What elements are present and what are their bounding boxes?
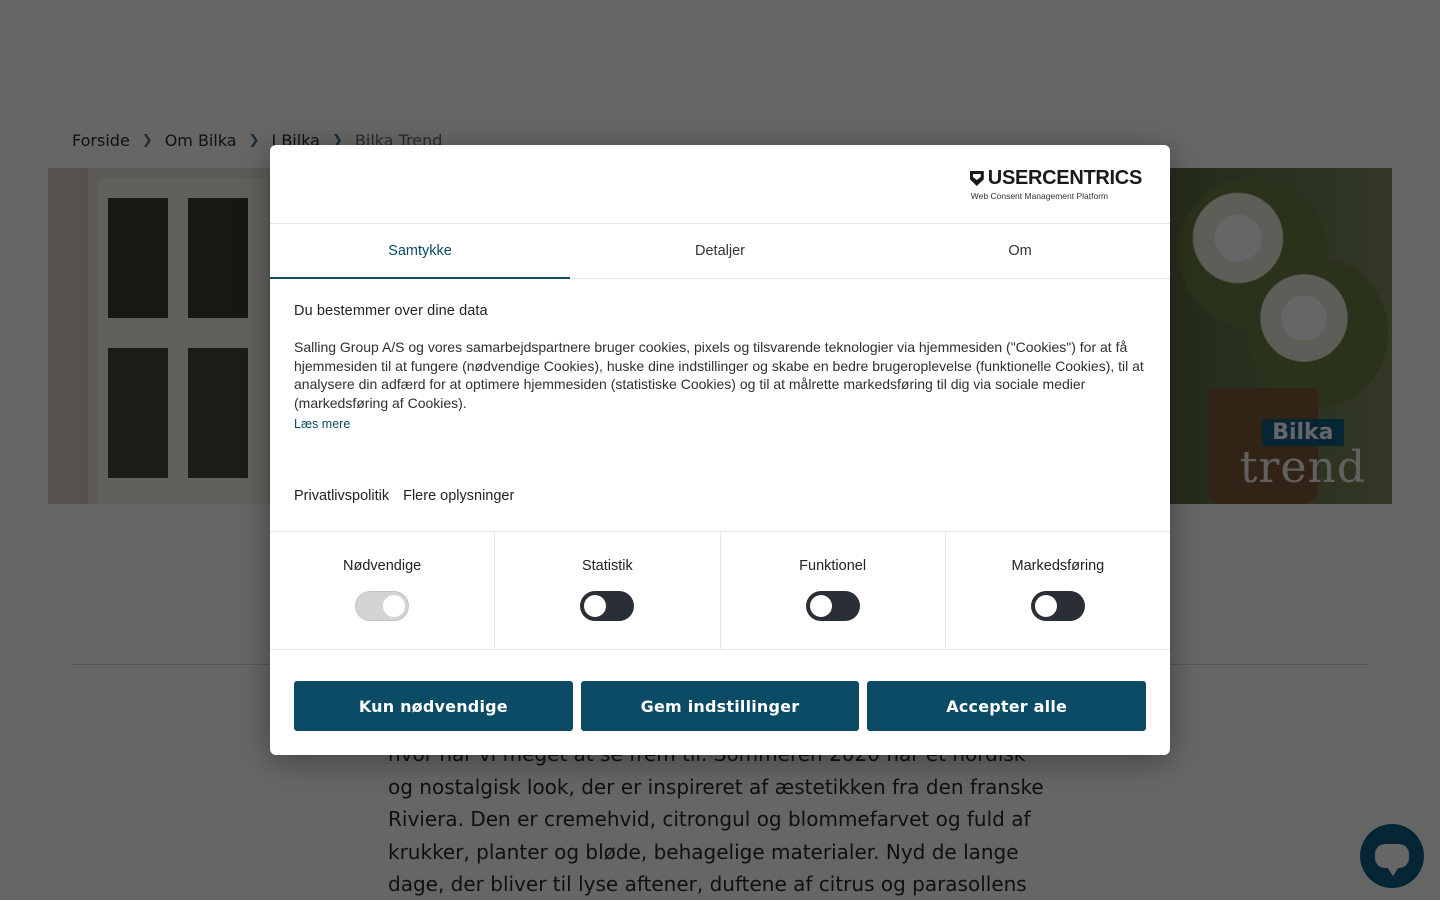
usercentrics-logo [970, 167, 1142, 201]
consent-actions [294, 681, 1146, 731]
usercentrics-logo-tagline: Web Consent Management Platform [970, 191, 1109, 201]
consent-tabs [270, 224, 1170, 279]
toggle-knob [1035, 595, 1057, 617]
tab-samtykke[interactable]: Samtykke [270, 224, 570, 278]
category-statistics [495, 532, 720, 649]
only-necessary-button[interactable]: Kun nødvendige [294, 681, 573, 731]
usercentrics-logo-name: USERCENTRICS [987, 167, 1142, 189]
toggle-knob [584, 595, 606, 617]
consent-categories [270, 531, 1170, 650]
category-marketing [946, 532, 1170, 649]
tab-om[interactable]: Om [1008, 243, 1032, 259]
functional-toggle[interactable] [806, 591, 860, 621]
accept-all-button[interactable]: Accepter alle [867, 681, 1146, 731]
read-more-link[interactable]: Læs mere [294, 416, 351, 431]
category-label: Markedsføring [1011, 558, 1105, 574]
category-label: Nødvendige [343, 558, 422, 574]
category-label: Funktionel [799, 558, 867, 574]
consent-description: Salling Group A/S og vores samarbejdspartnere bruger cookies, pixels og tilsvarende teknologier via hjemmesiden ("Cookies") for at få hjemmesiden til at fungere (nødvendige Cookies), huske dine indstillinger og skabe en bedre brugeroplevelse (funktionelle Cookies), til at analysere din adfærd for at optimere hjemmesiden (statistiske Cookies) og til at målrette markedsføring til dig via sociale medier (markedsføring af Cookies). [294, 339, 1144, 412]
tab-detaljer[interactable]: Detaljer [695, 243, 745, 259]
toggle-knob [810, 595, 832, 617]
toggle-knob [383, 595, 405, 617]
statistics-toggle[interactable] [580, 591, 634, 621]
marketing-toggle[interactable] [1031, 591, 1085, 621]
policy-links [294, 488, 514, 504]
category-label: Statistik [581, 558, 633, 574]
privacy-policy-link[interactable]: Privatlivspolitik [294, 488, 390, 504]
more-info-link[interactable]: Flere oplysninger [403, 488, 515, 504]
dialog-header [270, 145, 1170, 224]
save-settings-button[interactable]: Gem indstillinger [581, 681, 860, 731]
category-functional [721, 532, 946, 649]
shield-icon [970, 171, 984, 186]
necessary-toggle [355, 591, 409, 621]
category-necessary [270, 532, 495, 649]
consent-heading: Du bestemmer over dine data [294, 303, 488, 319]
cookie-consent-dialog [270, 145, 1170, 755]
